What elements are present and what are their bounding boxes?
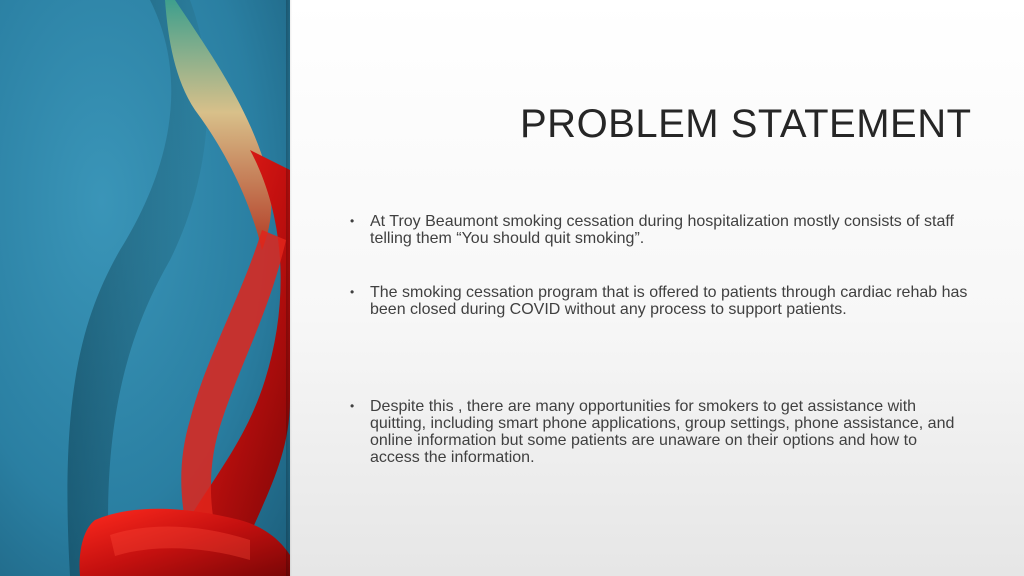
- bullet-item: [350, 398, 970, 466]
- bullet-dot-icon: •: [350, 399, 355, 413]
- bullet-dot-icon: •: [350, 285, 355, 299]
- slide-title: PROBLEM STATEMENT: [520, 102, 972, 146]
- bullet-dot-icon: •: [350, 214, 355, 228]
- panel-edge-shadow: [286, 0, 292, 576]
- bullet-item: [350, 284, 970, 318]
- bullet-text: Despite this , there are many opportunities for smokers to get assistance with quitting, including smart phone applications, group settings, phone assistance, and online information but some patients are unaware on their options and how to access the information.: [370, 398, 955, 466]
- bullet-text: The smoking cessation program that is offered to patients through cardiac rehab has been closed during COVID without any process to support patients.: [370, 284, 968, 318]
- bullet-item: [350, 213, 970, 247]
- decorative-ribbon-art: [0, 0, 290, 576]
- bullet-text: At Troy Beaumont smoking cessation during hospitalization mostly consists of staff telling them “You should quit smoking”.: [370, 213, 954, 247]
